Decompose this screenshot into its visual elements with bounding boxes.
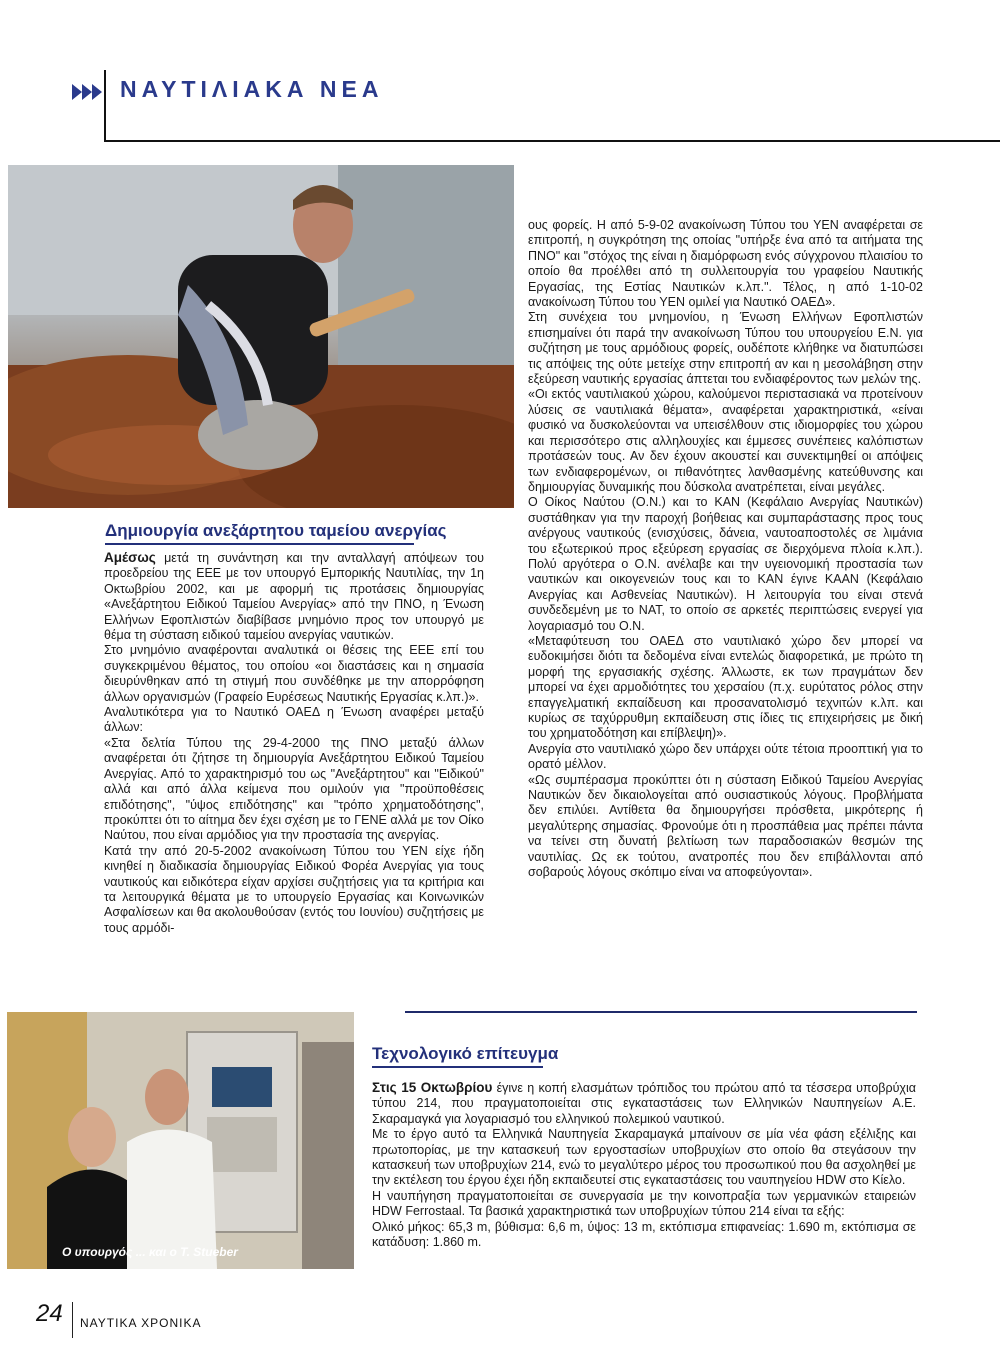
- article1-lead: Αμέσως: [104, 550, 156, 565]
- article1-paragraph: Ανεργία στο ναυτιλιακό χώρο δεν υπάρχει ούτε τέτοια προοπτική για το ορατό μέλλον.: [528, 741, 923, 772]
- article-heading-unemployment-fund: Δημιουργία ανεξάρτητου ταμείου ανεργίας: [105, 521, 447, 540]
- article1-paragraph: Αμέσως μετά τη συνάντηση και την ανταλλαγή απόψεων του προεδρείου της ΕΕΕ με τον υπουργό Εμπορικής Ναυτιλίας, την 1η Οκτωβρίου 2002, και με αφορμή τις προτάσεις δημιουργίας «Ανεξάρτητου Ειδικού Ταμείου Ανεργίας» από την ΠΝΟ, η Ένωση Ελλήνων Εφοπλιστών διαβίβασε μνημόνιο προς τον υπουργό με θέμα τη σύσταση ειδικού ταμείου ανεργίας ναυτικών.: [104, 550, 484, 643]
- article-separator: [405, 1011, 917, 1013]
- article1-paragraph: «Μεταφύτευση του ΟΑΕΔ στο ναυτιλιακό χώρο δεν μπορεί να ευδοκιμήσει διότι τα δεδομένα είναι εντελώς διαφορετικά, με πρώτο τη μορφή της εργασιακής σχέσης. Άλλωστε, εκ των πραγμάτων δεν μπορεί να έχει αρμοδιότητες του χερσαίου (π.χ. ευρύτατος ρόλος στην επαγγελματική εκπαίδευση και προσανατολισμό τεχνιτών κ.λπ. και κυρίως σε ταχύρρυθμη εκπαίδευση στις ίδιες τις επιχειρήσεις με δική του χρηματοδότηση και επίβλεψη)».: [528, 633, 923, 741]
- article1-paragraph: Αναλυτικότερα για το Ναυτικό ΟΑΕΔ η Ένωση αναφέρει μεταξύ άλλων:: [104, 705, 484, 735]
- article1-paragraph: «Στα δελτία Τύπου της 29-4-2000 της ΠΝΟ μεταξύ άλλων αναφέρεται ότι ζήτησε τη δημιουργία Ανεξάρτητου Ειδικού Ταμείου Ανεργίας. Από το χαρακτηρισμό του ως "Ανεξάρτητου" και "Ειδικού" αλλά και από άλλα κείμενα που ομιλούν για "προϋποθέσεις επιδότησης", "ύψος επιδότησης" και "τρόπο χρηματοδότησης", προκύπτει ότι το αίτημα δεν έχει σχέση με το ΓΕΝΕ αλλά με τον Οίκο Ναύτου, που είναι αρμόδιος για την προστασία της ανεργίας.: [104, 735, 484, 843]
- article2-paragraph: Στις 15 Οκτωβρίου έγινε η κοπή ελασμάτων τρόπιδος του πρώτου από τα τέσσερα υποβρύχια τύπου 214, που πραγματοποιείται στις εγκαταστάσεις των Ελληνικών Ναυπηγείων Α.Ε. Σκαραμαγκά για λογαριασμό του ελληνικού πολεμικού ναυτικού.: [372, 1080, 916, 1126]
- article2-paragraph: Με το έργο αυτό τα Ελληνικά Ναυπηγεία Σκαραμαγκά μπαίνουν σε μία νέα φάση εξέλιξης και πρωτοπορίας, με την κατασκευή των εργοστασίων υποβρυχίων στο οποίο θα στεγάσουν την κατασκευή των υποβρυχίων 214, ενώ το μεγαλύτερο μέρος του προσωπικού που θα ασχοληθεί με την εκτέλεση του έργου έχει ήδη εκπαιδευτεί στις εγκαταστάσεις του ναυπηγείου HDW στο Κίελο.: [372, 1127, 916, 1188]
- article1-paragraph: Στο μνημόνιο αναφέρονται αναλυτικά οι θέσεις της ΕΕΕ επί του συγκεκριμένου θέματος, του οποίου «οι διαστάσεις και η σημασία διευρύνθηκαν από τη στιγμή που συνδέθηκε με την απορρόφηση άλλων οργανισμών (Γραφείο Ευρέσεως Ναυτικής Εργασίας κ.λπ.)».: [104, 643, 484, 704]
- article2-lead: Στις 15 Οκτωβρίου: [372, 1080, 493, 1095]
- heading-underline: [372, 1066, 543, 1068]
- header-rule: [104, 140, 1000, 142]
- header-divider-vertical: [104, 70, 106, 142]
- article1-paragraph: «Ως συμπέρασμα προκύπτει ότι η σύσταση Ειδικού Ταμείου Ανεργίας Ναυτικών δεν δικαιολογείται από ουσιαστικούς λόγους. Προβλήματα δεν επιλύει. Αντίθετα θα δημιουργήσει πρόσθετα, μικρότερης ή μεγαλύτερης σημασίας. Φρονούμε ότι η προσπάθεια μας πρέπει πάντα να τείνει στη δυνατή βελτίωση των παραδοσιακών θεσμών της ναυτιλίας. Ως εκ τούτου, ανατροπές που δεν επιβάλλονται από σοβαρούς λόγους σκόπιμο είναι να αποφεύγονται».: [528, 772, 923, 880]
- article-heading-tech-achievement: Τεχνολογικό επίτευγμα: [372, 1044, 559, 1063]
- article1-paragraph: «Οι εκτός ναυτιλιακού χώρου, καλούμενοι περιστασιακά να προτείνουν λύσεις σε ναυτιλιακά θέματα», αναφέρεται χαρακτηριστικά, «είναι φυσικό να δυσκολεύονται να υπεισέλθουν στις ιδιομορφίες του χώρου και περισσότερο στις αλληλουχίες και έμμεσες συνέπειες καλόπιστων προτάσεών τους. Αν δεν έχουν ακουστεί και συνεκτιμηθεί οι απόψεις των ενδιαφερομένων, οι πιθανότητες λανθασμένης κατεύθυνσης και δημιουργίας δυναμικής που δύσκολα ανατρέπεται, είναι μεγάλες.: [528, 387, 923, 494]
- article1-left-column: [104, 550, 484, 936]
- heading-underline: [105, 543, 414, 545]
- section-title: ΝΑΥΤΙΛΙΑΚΑ ΝΕΑ: [120, 76, 384, 102]
- shipyard-officials-photo: [7, 1012, 354, 1269]
- article2-paragraph: Ολικό μήκος: 65,3 m, βύθισμα: 6,6 m, ύψος: 13 m, εκτόπισμα επιφανείας: 1.690 m, εκτόπισμα σε κατάδυση: 1.860 m.: [372, 1219, 916, 1250]
- article1-right-column: [528, 218, 923, 880]
- footer-divider: [72, 1302, 73, 1338]
- photo-caption: Ο υπουργός ... και ο T. Stueber: [62, 1245, 238, 1259]
- article1-paragraph: Κατά την από 20-5-2002 ανακοίνωση Τύπου του ΥΕΝ είχε ήδη κινηθεί η διαδικασία δημιουργίας Ειδικού Φορέα Ανεργίας για τους ναυτικούς και ειδικότερα είχαν αρχίσει συζητήσεις για τα κριτήρια και τα λειτουργικά θέματα με το υπουργείο Εργασίας και Κοινωνικών Ασφαλίσεων και θα ακολουθούσαν (εντός του Ιουνίου) συζητήσεις με τους αρμόδι-: [104, 843, 484, 935]
- article2-paragraph: Η ναυπήγηση πραγματοποιείται σε συνεργασία με την κοινοπραξία των γερμανικών εταιρειών HDW Ferrostaal. Τα βασικά χαρακτηριστικά των υποβρυχίων τύπου 214 είναι τα εξής:: [372, 1188, 916, 1219]
- page-number: 24: [36, 1300, 63, 1327]
- sailor-rope-photo: [8, 165, 514, 508]
- article1-paragraph: Στη συνέχεια του μνημονίου, η Ένωση Ελλήνων Εφοπλιστών επισημαίνει ότι παρά την ανακοίνωση Τύπου του υπουργείου Ε.Ν. για συζήτηση με τους αρμόδιους φορείς, ουδέποτε κλήθηκε να διατυπώσει τις απόψεις της ούτε μετείχε στην επιτροπή αν και η μεσολάβηση στην εξεύρεση ναυτικής εργασίας άπτεται του ενδιαφέροντος των μελών της.: [528, 310, 923, 387]
- magazine-name: ΝΑΥΤΙΚΑ ΧΡΟΝΙΚΑ: [80, 1316, 202, 1330]
- article1-paragraph: Ο Οίκος Ναύτου (Ο.Ν.) και το ΚΑΝ (Κεφάλαιο Ανεργίας Ναυτικών) συστάθηκαν για την παροχή βοήθειας και συμπαράστασης προς τους ανέργους ναυτικούς (ενισχύσεις, δάνεια, ναυτοαποστολές σε λιμάνια του εξωτερικού προς εξεύρεση εργασίας σε διερχόμενα πλοία κ.λπ.). Πολύ αργότερα ο Ο.Ν. ανέλαβε και την υγειονομική προστασία των ναυτικών και οικογενειών τους και το ΚΑΝ έγινε ΚΑΑΝ (Κεφάλαιο Ανεργίας και Ασθενείας Ναυτικών). Η λειτουργία του είναι στενά συνδεδεμένη με το ΝΑΤ, το οποίο σε αρκετές περιπτώσεις ενεργεί για λογαριασμό του Ο.Ν.: [528, 495, 923, 633]
- article2-body: [372, 1080, 916, 1250]
- article1-paragraph: ους φορείς. Η από 5-9-02 ανακοίνωση Τύπου του ΥΕΝ αναφέρεται σε επιτροπή, η συγκρότηση της οποίας "υπήρξε ένα από τα αιτήματα της ΠΝΟ" και "στόχος της είναι η διαμόρφωση ενός σύγχρονου πλαισίου το οποίο θα προέλθει από τη συλλειτουργία του γραφείου Ναυτικής Εργασίας, της Εστίας Ναυτικών κ.λπ.". Τέλος, η από 1-10-02 ανακοίνωση Τύπου του ΥΕΝ ομιλεί για Ναυτικό ΟΑΕΔ».: [528, 218, 923, 310]
- section-arrows-icon: [72, 80, 112, 104]
